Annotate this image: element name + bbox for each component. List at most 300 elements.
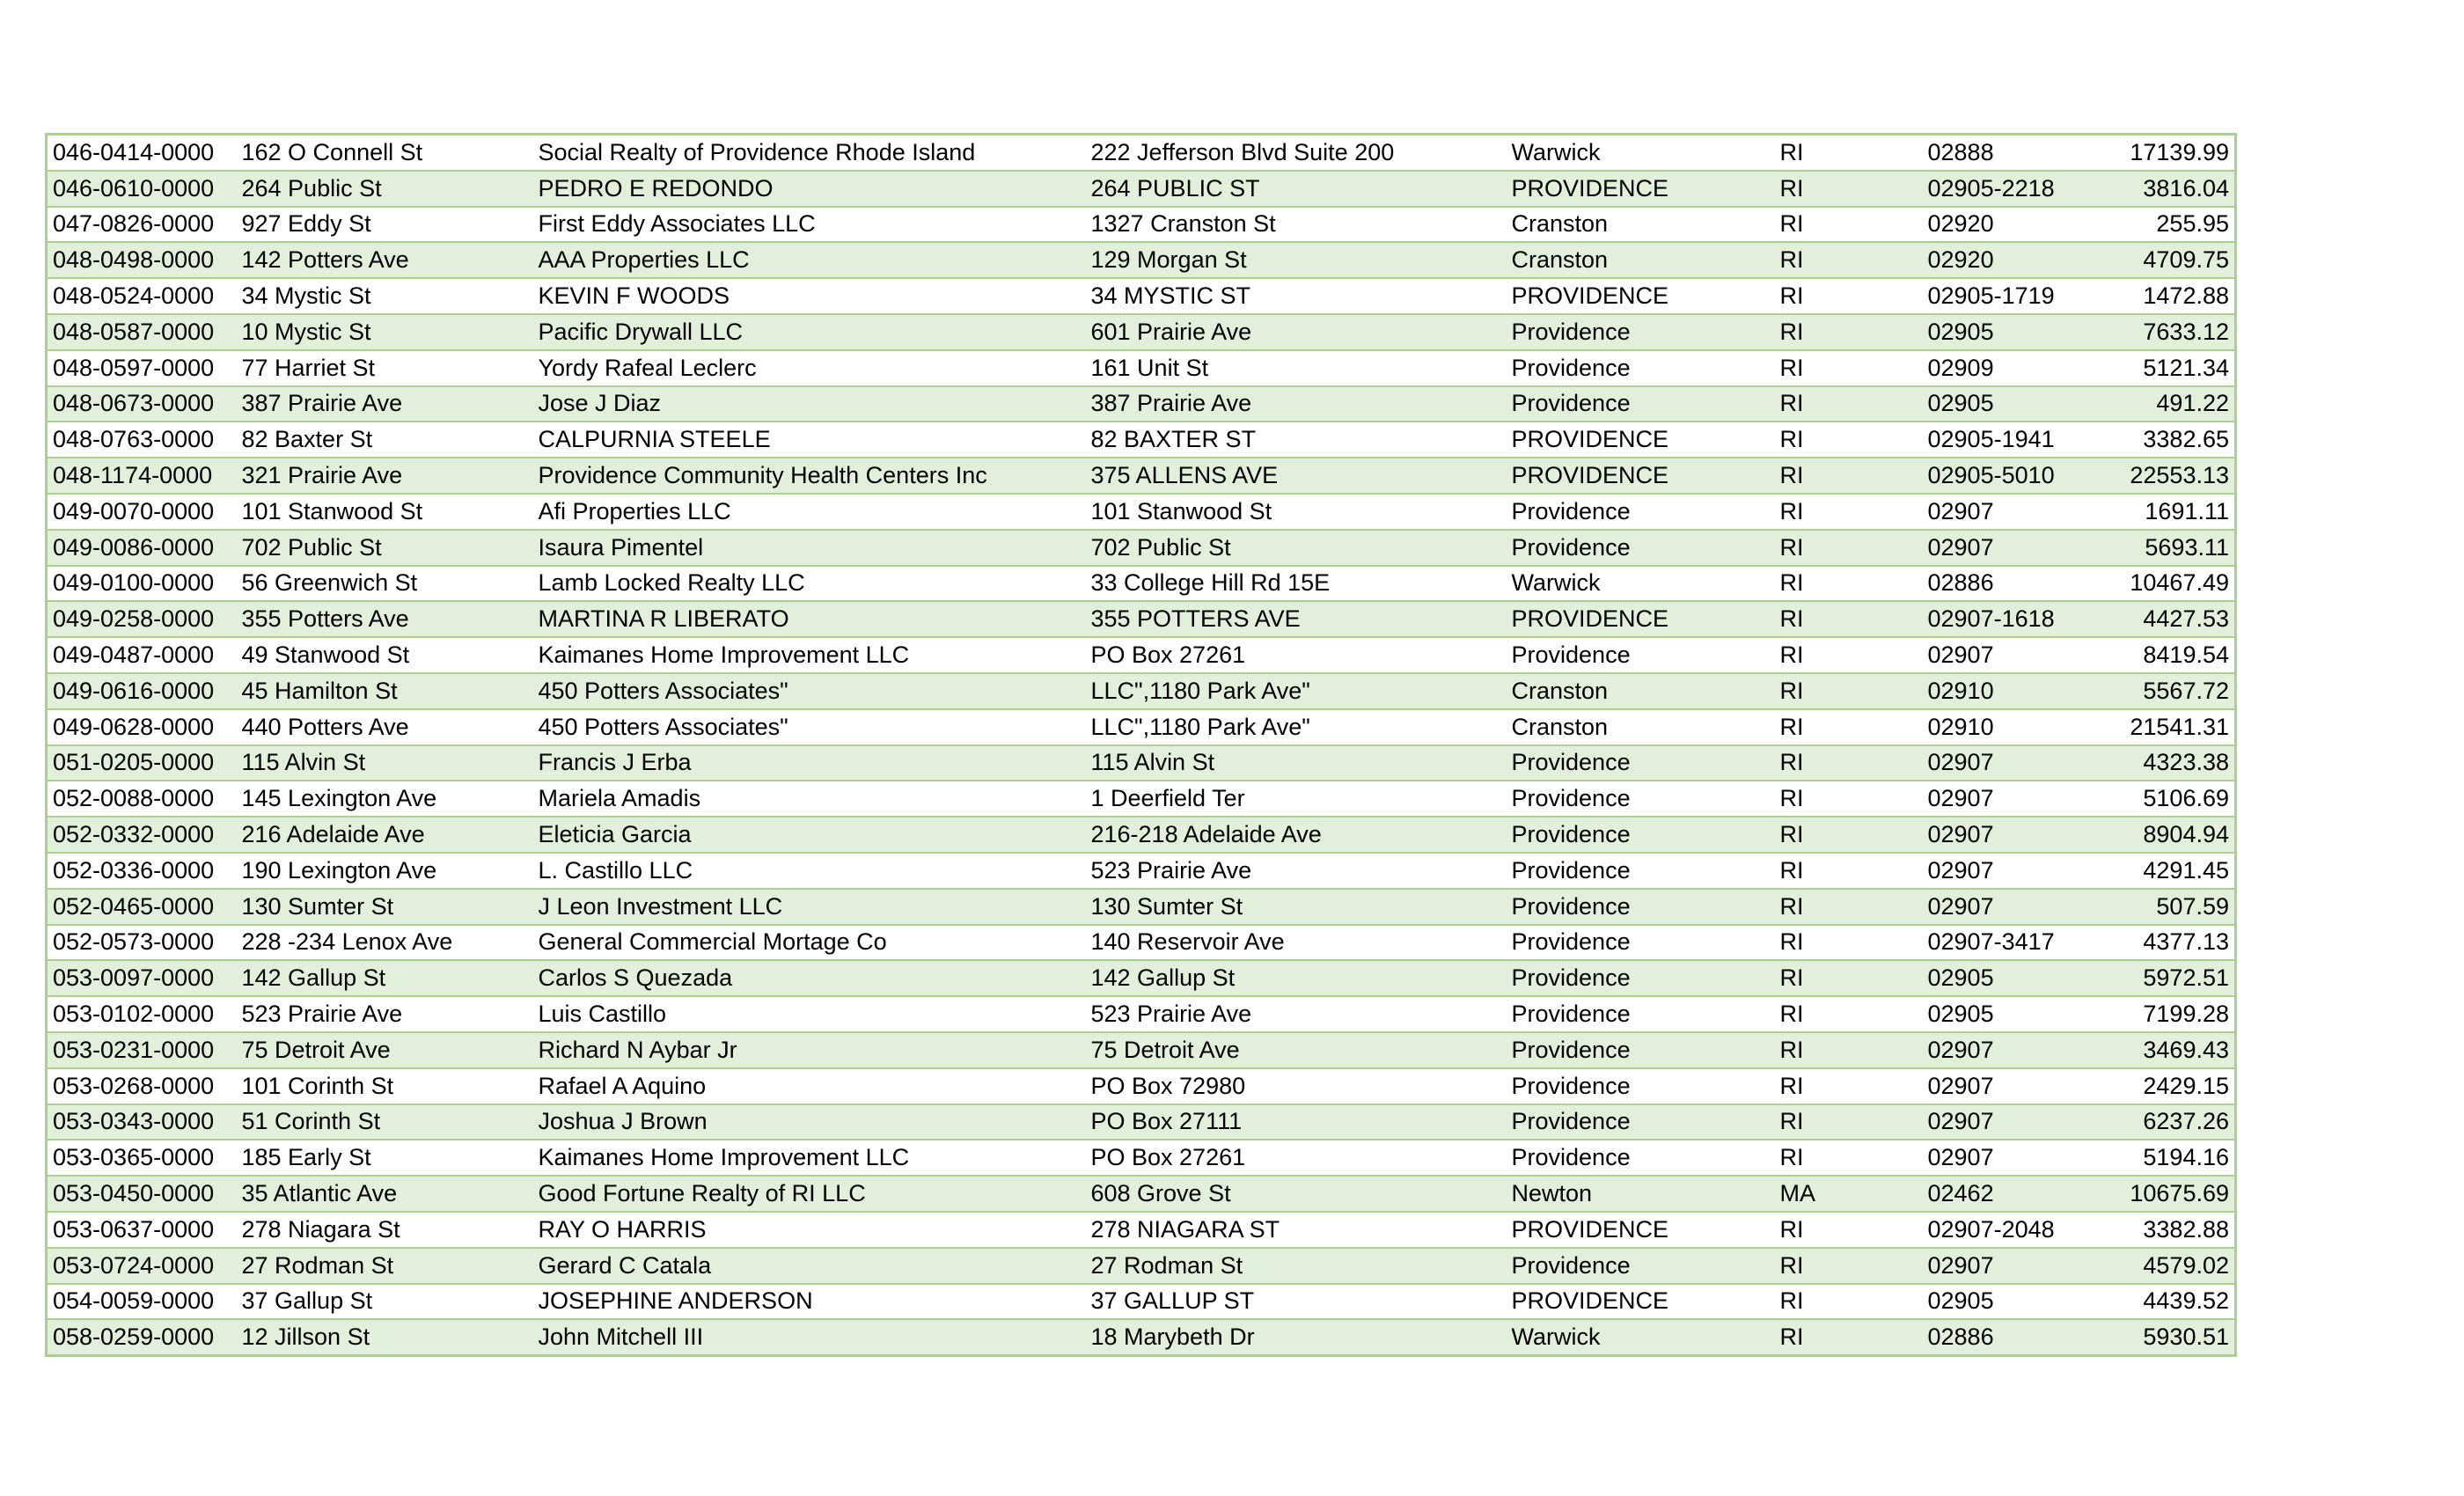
state-cell: RI [1775, 422, 1923, 458]
state-cell: RI [1775, 925, 1923, 961]
amount-cell: 3469.43 [2106, 1032, 2236, 1068]
amount-cell: 22553.13 [2106, 458, 2236, 494]
owner-name-cell: Yordy Rafeal Leclerc [533, 350, 1086, 386]
parcel-id-cell: 046-0414-0000 [47, 135, 237, 171]
owner-name-cell: Kaimanes Home Improvement LLC [533, 637, 1086, 673]
zip-cell: 02907 [1923, 889, 2106, 925]
amount-cell: 1691.11 [2106, 494, 2236, 530]
city-cell: PROVIDENCE [1507, 1284, 1775, 1320]
property-address-cell: 216 Adelaide Ave [237, 817, 533, 853]
parcel-id-cell: 052-0332-0000 [47, 817, 237, 853]
city-cell: Providence [1507, 960, 1775, 996]
mailing-address-cell: 278 NIAGARA ST [1086, 1212, 1507, 1248]
property-address-cell: 51 Corinth St [237, 1104, 533, 1140]
property-address-cell: 142 Potters Ave [237, 242, 533, 278]
table-row [47, 1104, 2236, 1140]
state-cell: RI [1775, 1104, 1923, 1140]
zip-cell: 02909 [1923, 350, 2106, 386]
amount-cell: 5930.51 [2106, 1319, 2236, 1355]
zip-cell: 02907 [1923, 1104, 2106, 1140]
zip-cell: 02905 [1923, 960, 2106, 996]
mailing-address-cell: 142 Gallup St [1086, 960, 1507, 996]
property-address-cell: 440 Potters Ave [237, 709, 533, 745]
owner-name-cell: Gerard C Catala [533, 1248, 1086, 1284]
parcel-id-cell: 046-0610-0000 [47, 171, 237, 207]
state-cell: RI [1775, 566, 1923, 602]
state-cell: RI [1775, 637, 1923, 673]
city-cell: Warwick [1507, 566, 1775, 602]
property-address-cell: 12 Jillson St [237, 1319, 533, 1355]
property-address-cell: 35 Atlantic Ave [237, 1176, 533, 1212]
zip-cell: 02907 [1923, 1248, 2106, 1284]
mailing-address-cell: 601 Prairie Ave [1086, 314, 1507, 350]
parcel-id-cell: 048-0498-0000 [47, 242, 237, 278]
property-address-cell: 321 Prairie Ave [237, 458, 533, 494]
state-cell: RI [1775, 494, 1923, 530]
mailing-address-cell: 130 Sumter St [1086, 889, 1507, 925]
amount-cell: 1472.88 [2106, 278, 2236, 314]
property-address-cell: 82 Baxter St [237, 422, 533, 458]
city-cell: Providence [1507, 925, 1775, 961]
zip-cell: 02905-5010 [1923, 458, 2106, 494]
table-row [47, 171, 2236, 207]
state-cell: RI [1775, 1212, 1923, 1248]
property-address-cell: 49 Stanwood St [237, 637, 533, 673]
amount-cell: 10467.49 [2106, 566, 2236, 602]
parcel-id-cell: 053-0637-0000 [47, 1212, 237, 1248]
parcel-id-cell: 053-0365-0000 [47, 1140, 237, 1176]
city-cell: Providence [1507, 745, 1775, 781]
amount-cell: 507.59 [2106, 889, 2236, 925]
state-cell: RI [1775, 601, 1923, 637]
amount-cell: 6237.26 [2106, 1104, 2236, 1140]
parcel-id-cell: 053-0231-0000 [47, 1032, 237, 1068]
parcel-id-cell: 049-0487-0000 [47, 637, 237, 673]
mailing-address-cell: PO Box 72980 [1086, 1068, 1507, 1104]
state-cell: RI [1775, 781, 1923, 817]
table-row [47, 1212, 2236, 1248]
owner-name-cell: Luis Castillo [533, 996, 1086, 1032]
table-row [47, 889, 2236, 925]
city-cell: Providence [1507, 1068, 1775, 1104]
state-cell: RI [1775, 1319, 1923, 1355]
amount-cell: 5106.69 [2106, 781, 2236, 817]
mailing-address-cell: 75 Detroit Ave [1086, 1032, 1507, 1068]
table-row [47, 781, 2236, 817]
city-cell: Cranston [1507, 709, 1775, 745]
city-cell: Providence [1507, 1104, 1775, 1140]
city-cell: Cranston [1507, 207, 1775, 243]
mailing-address-cell: 140 Reservoir Ave [1086, 925, 1507, 961]
amount-cell: 21541.31 [2106, 709, 2236, 745]
parcel-id-cell: 049-0628-0000 [47, 709, 237, 745]
amount-cell: 2429.15 [2106, 1068, 2236, 1104]
property-address-cell: 927 Eddy St [237, 207, 533, 243]
parcel-id-cell: 052-0336-0000 [47, 853, 237, 889]
zip-cell: 02907 [1923, 853, 2106, 889]
property-address-cell: 142 Gallup St [237, 960, 533, 996]
zip-cell: 02920 [1923, 207, 2106, 243]
city-cell: Providence [1507, 889, 1775, 925]
mailing-address-cell: LLC",1180 Park Ave" [1086, 673, 1507, 709]
table-row [47, 1032, 2236, 1068]
table-row [47, 709, 2236, 745]
table-row [47, 386, 2236, 422]
table-row [47, 278, 2236, 314]
property-address-cell: 101 Corinth St [237, 1068, 533, 1104]
parcel-id-cell: 053-0268-0000 [47, 1068, 237, 1104]
state-cell: RI [1775, 709, 1923, 745]
mailing-address-cell: 115 Alvin St [1086, 745, 1507, 781]
owner-name-cell: Pacific Drywall LLC [533, 314, 1086, 350]
amount-cell: 4709.75 [2106, 242, 2236, 278]
amount-cell: 4579.02 [2106, 1248, 2236, 1284]
table-row [47, 135, 2236, 171]
parcel-id-cell: 053-0450-0000 [47, 1176, 237, 1212]
zip-cell: 02905-1941 [1923, 422, 2106, 458]
parcel-id-cell: 053-0102-0000 [47, 996, 237, 1032]
zip-cell: 02886 [1923, 1319, 2106, 1355]
city-cell: Providence [1507, 781, 1775, 817]
property-address-cell: 702 Public St [237, 530, 533, 566]
mailing-address-cell: 375 ALLENS AVE [1086, 458, 1507, 494]
owner-name-cell: Afi Properties LLC [533, 494, 1086, 530]
amount-cell: 8419.54 [2106, 637, 2236, 673]
property-address-cell: 56 Greenwich St [237, 566, 533, 602]
mailing-address-cell: PO Box 27261 [1086, 637, 1507, 673]
city-cell: Providence [1507, 350, 1775, 386]
amount-cell: 7199.28 [2106, 996, 2236, 1032]
city-cell: Providence [1507, 853, 1775, 889]
city-cell: Providence [1507, 637, 1775, 673]
mailing-address-cell: 161 Unit St [1086, 350, 1507, 386]
owner-name-cell: Providence Community Health Centers Inc [533, 458, 1086, 494]
parcel-id-cell: 051-0205-0000 [47, 745, 237, 781]
owner-name-cell: Isaura Pimentel [533, 530, 1086, 566]
property-address-cell: 185 Early St [237, 1140, 533, 1176]
state-cell: RI [1775, 960, 1923, 996]
mailing-address-cell: 608 Grove St [1086, 1176, 1507, 1212]
owner-name-cell: Rafael A Aquino [533, 1068, 1086, 1104]
owner-name-cell: Francis J Erba [533, 745, 1086, 781]
table-body [47, 135, 2236, 1356]
mailing-address-cell: 216-218 Adelaide Ave [1086, 817, 1507, 853]
property-address-cell: 355 Potters Ave [237, 601, 533, 637]
mailing-address-cell: 702 Public St [1086, 530, 1507, 566]
table-row [47, 853, 2236, 889]
table-row [47, 637, 2236, 673]
property-address-cell: 77 Harriet St [237, 350, 533, 386]
parcel-id-cell: 049-0258-0000 [47, 601, 237, 637]
zip-cell: 02907 [1923, 530, 2106, 566]
city-cell: PROVIDENCE [1507, 458, 1775, 494]
state-cell: RI [1775, 817, 1923, 853]
amount-cell: 3816.04 [2106, 171, 2236, 207]
parcel-id-cell: 048-0673-0000 [47, 386, 237, 422]
property-address-cell: 278 Niagara St [237, 1212, 533, 1248]
parcel-id-cell: 054-0059-0000 [47, 1284, 237, 1320]
table-row [47, 242, 2236, 278]
amount-cell: 5121.34 [2106, 350, 2236, 386]
zip-cell: 02905 [1923, 314, 2106, 350]
city-cell: Providence [1507, 817, 1775, 853]
records-table [45, 133, 2237, 1357]
owner-name-cell: Mariela Amadis [533, 781, 1086, 817]
state-cell: RI [1775, 135, 1923, 171]
city-cell: Providence [1507, 996, 1775, 1032]
table-row [47, 925, 2236, 961]
property-address-cell: 145 Lexington Ave [237, 781, 533, 817]
owner-name-cell: Lamb Locked Realty LLC [533, 566, 1086, 602]
city-cell: Providence [1507, 1140, 1775, 1176]
city-cell: PROVIDENCE [1507, 1212, 1775, 1248]
property-address-cell: 162 O Connell St [237, 135, 533, 171]
mailing-address-cell: 264 PUBLIC ST [1086, 171, 1507, 207]
state-cell: RI [1775, 1140, 1923, 1176]
state-cell: RI [1775, 242, 1923, 278]
mailing-address-cell: 1327 Cranston St [1086, 207, 1507, 243]
city-cell: Providence [1507, 1032, 1775, 1068]
property-address-cell: 45 Hamilton St [237, 673, 533, 709]
mailing-address-cell: 101 Stanwood St [1086, 494, 1507, 530]
state-cell: RI [1775, 530, 1923, 566]
table-row [47, 494, 2236, 530]
property-address-cell: 523 Prairie Ave [237, 996, 533, 1032]
mailing-address-cell: 27 Rodman St [1086, 1248, 1507, 1284]
parcel-id-cell: 058-0259-0000 [47, 1319, 237, 1355]
zip-cell: 02907 [1923, 781, 2106, 817]
owner-name-cell: JOSEPHINE ANDERSON [533, 1284, 1086, 1320]
property-address-cell: 190 Lexington Ave [237, 853, 533, 889]
city-cell: Warwick [1507, 135, 1775, 171]
state-cell: RI [1775, 350, 1923, 386]
table-row [47, 314, 2236, 350]
zip-cell: 02462 [1923, 1176, 2106, 1212]
amount-cell: 4323.38 [2106, 745, 2236, 781]
mailing-address-cell: 355 POTTERS AVE [1086, 601, 1507, 637]
city-cell: Warwick [1507, 1319, 1775, 1355]
table-row [47, 1176, 2236, 1212]
property-address-cell: 115 Alvin St [237, 745, 533, 781]
table-row [47, 566, 2236, 602]
mailing-address-cell: 222 Jefferson Blvd Suite 200 [1086, 135, 1507, 171]
parcel-id-cell: 053-0724-0000 [47, 1248, 237, 1284]
mailing-address-cell: 523 Prairie Ave [1086, 853, 1507, 889]
state-cell: RI [1775, 278, 1923, 314]
table-row [47, 530, 2236, 566]
parcel-id-cell: 052-0465-0000 [47, 889, 237, 925]
table-row [47, 601, 2236, 637]
zip-cell: 02905-2218 [1923, 171, 2106, 207]
parcel-id-cell: 052-0088-0000 [47, 781, 237, 817]
owner-name-cell: CALPURNIA STEELE [533, 422, 1086, 458]
city-cell: PROVIDENCE [1507, 422, 1775, 458]
table-row [47, 817, 2236, 853]
mailing-address-cell: 1 Deerfield Ter [1086, 781, 1507, 817]
amount-cell: 8904.94 [2106, 817, 2236, 853]
city-cell: Cranston [1507, 242, 1775, 278]
zip-cell: 02907 [1923, 1032, 2106, 1068]
state-cell: RI [1775, 853, 1923, 889]
zip-cell: 02886 [1923, 566, 2106, 602]
city-cell: PROVIDENCE [1507, 601, 1775, 637]
parcel-id-cell: 048-0763-0000 [47, 422, 237, 458]
state-cell: RI [1775, 171, 1923, 207]
owner-name-cell: KEVIN F WOODS [533, 278, 1086, 314]
state-cell: RI [1775, 386, 1923, 422]
owner-name-cell: Kaimanes Home Improvement LLC [533, 1140, 1086, 1176]
parcel-id-cell: 048-0524-0000 [47, 278, 237, 314]
mailing-address-cell: 82 BAXTER ST [1086, 422, 1507, 458]
zip-cell: 02905 [1923, 996, 2106, 1032]
zip-cell: 02907-1618 [1923, 601, 2106, 637]
mailing-address-cell: LLC",1180 Park Ave" [1086, 709, 1507, 745]
property-address-cell: 10 Mystic St [237, 314, 533, 350]
property-address-cell: 34 Mystic St [237, 278, 533, 314]
city-cell: PROVIDENCE [1507, 171, 1775, 207]
mailing-address-cell: 34 MYSTIC ST [1086, 278, 1507, 314]
mailing-address-cell: 37 GALLUP ST [1086, 1284, 1507, 1320]
property-address-cell: 37 Gallup St [237, 1284, 533, 1320]
city-cell: Providence [1507, 386, 1775, 422]
owner-name-cell: L. Castillo LLC [533, 853, 1086, 889]
mailing-address-cell: 523 Prairie Ave [1086, 996, 1507, 1032]
state-cell: MA [1775, 1176, 1923, 1212]
zip-cell: 02910 [1923, 673, 2106, 709]
property-address-cell: 387 Prairie Ave [237, 386, 533, 422]
zip-cell: 02907 [1923, 494, 2106, 530]
zip-cell: 02920 [1923, 242, 2106, 278]
state-cell: RI [1775, 314, 1923, 350]
owner-name-cell: Carlos S Quezada [533, 960, 1086, 996]
owner-name-cell: Good Fortune Realty of RI LLC [533, 1176, 1086, 1212]
city-cell: Providence [1507, 1248, 1775, 1284]
amount-cell: 5693.11 [2106, 530, 2236, 566]
city-cell: PROVIDENCE [1507, 278, 1775, 314]
zip-cell: 02907 [1923, 817, 2106, 853]
parcel-id-cell: 049-0616-0000 [47, 673, 237, 709]
city-cell: Providence [1507, 494, 1775, 530]
zip-cell: 02907 [1923, 1068, 2106, 1104]
parcel-id-cell: 049-0100-0000 [47, 566, 237, 602]
amount-cell: 5567.72 [2106, 673, 2236, 709]
parcel-id-cell: 053-0097-0000 [47, 960, 237, 996]
table-row [47, 673, 2236, 709]
amount-cell: 5972.51 [2106, 960, 2236, 996]
table-row [47, 960, 2236, 996]
parcel-id-cell: 047-0826-0000 [47, 207, 237, 243]
amount-cell: 5194.16 [2106, 1140, 2236, 1176]
table-row [47, 1248, 2236, 1284]
mailing-address-cell: 387 Prairie Ave [1086, 386, 1507, 422]
parcel-id-cell: 048-0597-0000 [47, 350, 237, 386]
table-row [47, 1319, 2236, 1355]
amount-cell: 4377.13 [2106, 925, 2236, 961]
mailing-address-cell: 18 Marybeth Dr [1086, 1319, 1507, 1355]
state-cell: RI [1775, 745, 1923, 781]
parcel-id-cell: 048-1174-0000 [47, 458, 237, 494]
table-row [47, 458, 2236, 494]
state-cell: RI [1775, 1032, 1923, 1068]
parcel-id-cell: 052-0573-0000 [47, 925, 237, 961]
mailing-address-cell: 33 College Hill Rd 15E [1086, 566, 1507, 602]
owner-name-cell: General Commercial Mortage Co [533, 925, 1086, 961]
state-cell: RI [1775, 458, 1923, 494]
owner-name-cell: AAA Properties LLC [533, 242, 1086, 278]
owner-name-cell: PEDRO E REDONDO [533, 171, 1086, 207]
table-row [47, 996, 2236, 1032]
amount-cell: 491.22 [2106, 386, 2236, 422]
amount-cell: 4439.52 [2106, 1284, 2236, 1320]
table-row [47, 1140, 2236, 1176]
state-cell: RI [1775, 889, 1923, 925]
property-address-cell: 101 Stanwood St [237, 494, 533, 530]
mailing-address-cell: PO Box 27261 [1086, 1140, 1507, 1176]
owner-name-cell: J Leon Investment LLC [533, 889, 1086, 925]
city-cell: Providence [1507, 314, 1775, 350]
amount-cell: 255.95 [2106, 207, 2236, 243]
table-row [47, 1284, 2236, 1320]
state-cell: RI [1775, 1248, 1923, 1284]
property-address-cell: 264 Public St [237, 171, 533, 207]
amount-cell: 3382.65 [2106, 422, 2236, 458]
table-row [47, 207, 2236, 243]
parcel-id-cell: 049-0086-0000 [47, 530, 237, 566]
zip-cell: 02907-2048 [1923, 1212, 2106, 1248]
owner-name-cell: Richard N Aybar Jr [533, 1032, 1086, 1068]
owner-name-cell: First Eddy Associates LLC [533, 207, 1086, 243]
amount-cell: 17139.99 [2106, 135, 2236, 171]
city-cell: Newton [1507, 1176, 1775, 1212]
zip-cell: 02910 [1923, 709, 2106, 745]
property-address-cell: 130 Sumter St [237, 889, 533, 925]
zip-cell: 02905 [1923, 386, 2106, 422]
owner-name-cell: Social Realty of Providence Rhode Island [533, 135, 1086, 171]
amount-cell: 10675.69 [2106, 1176, 2236, 1212]
zip-cell: 02907 [1923, 1140, 2106, 1176]
zip-cell: 02907-3417 [1923, 925, 2106, 961]
owner-name-cell: Joshua J Brown [533, 1104, 1086, 1140]
zip-cell: 02905-1719 [1923, 278, 2106, 314]
table-row [47, 1068, 2236, 1104]
property-address-cell: 27 Rodman St [237, 1248, 533, 1284]
table-row [47, 350, 2236, 386]
state-cell: RI [1775, 673, 1923, 709]
state-cell: RI [1775, 207, 1923, 243]
amount-cell: 3382.88 [2106, 1212, 2236, 1248]
parcel-id-cell: 049-0070-0000 [47, 494, 237, 530]
amount-cell: 4427.53 [2106, 601, 2236, 637]
table-row [47, 422, 2236, 458]
amount-cell: 7633.12 [2106, 314, 2236, 350]
city-cell: Cranston [1507, 673, 1775, 709]
city-cell: Providence [1507, 530, 1775, 566]
state-cell: RI [1775, 1284, 1923, 1320]
property-address-cell: 75 Detroit Ave [237, 1032, 533, 1068]
owner-name-cell: Jose J Diaz [533, 386, 1086, 422]
owner-name-cell: MARTINA R LIBERATO [533, 601, 1086, 637]
amount-cell: 4291.45 [2106, 853, 2236, 889]
property-address-cell: 228 -234 Lenox Ave [237, 925, 533, 961]
zip-cell: 02905 [1923, 1284, 2106, 1320]
parcel-id-cell: 053-0343-0000 [47, 1104, 237, 1140]
zip-cell: 02907 [1923, 637, 2106, 673]
zip-cell: 02907 [1923, 745, 2106, 781]
owner-name-cell: Eleticia Garcia [533, 817, 1086, 853]
state-cell: RI [1775, 1068, 1923, 1104]
state-cell: RI [1775, 996, 1923, 1032]
owner-name-cell: 450 Potters Associates" [533, 673, 1086, 709]
